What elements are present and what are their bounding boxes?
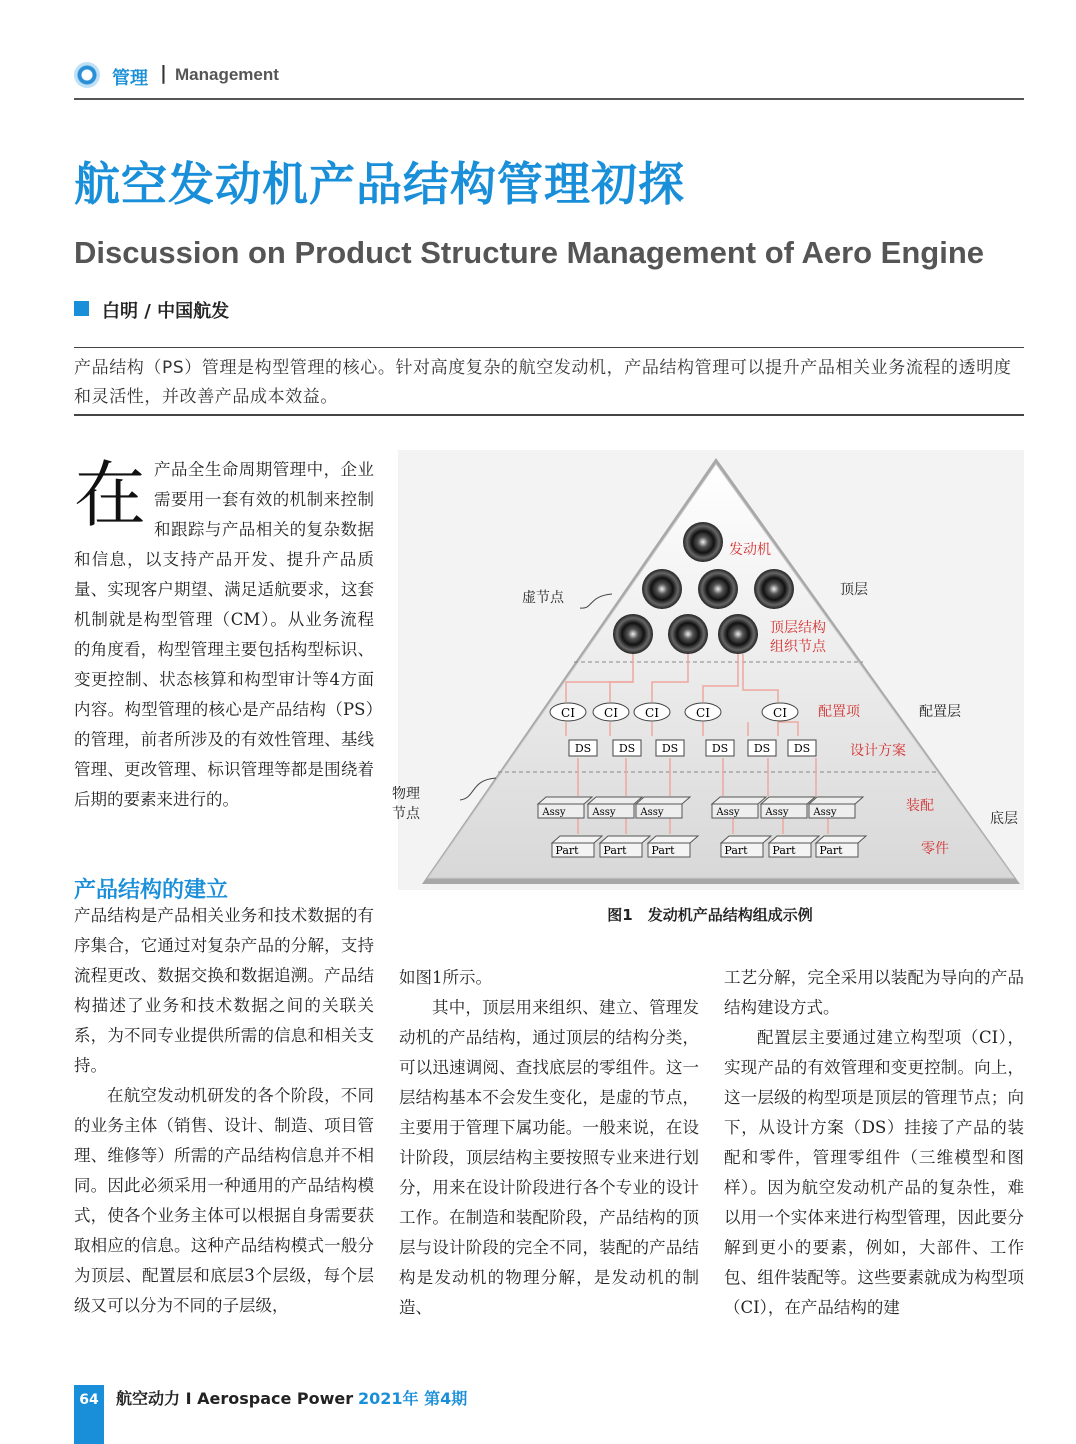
paragraph: 工艺分解，完全采用以装配为导向的产品结构建设方式。: [724, 968, 1024, 1017]
engine-icon: [718, 614, 758, 654]
abstract: 产品结构（PS）管理是构型管理的核心。针对高度复杂的航空发动机，产品结构管理可以提升产品相关业务流程的透明度和灵活性，并改善产品成本效益。: [74, 358, 1012, 407]
paragraph: 其中，顶层用来组织、建立、管理发动机的产品结构，通过顶层的结构分类，可以迅速调阅、查找底层的零组件。这一层结构基本不会发生变化，是虚的节点，主要用于管理下属功能。一般来说，在设计阶段，顶层结构主要按照专业来进行划分，用来在设计阶段进行各个专业的设计工作。在制造和装配阶段，产品结构的顶层与设计阶段的完全不同，装配的产品结构是发动机的物理分解，是发动机的制造、: [399, 998, 699, 1317]
paragraph: 在航空发动机研发的各个阶段，不同的业务主体（销售、设计、制造、项目管理、维修等）所需的产品结构信息并不相同。因此必须采用一种通用的产品结构模式，使各个业务主体可以根据自身需要获取相应的信息。这种产品结构模式一般分为顶层、配置层和底层3个层级，每个层级又可以分为不同的子层级，: [74, 1086, 374, 1315]
column-3-body: [724, 963, 1024, 1323]
ci-label: CI: [604, 706, 618, 720]
label-part: 零件: [921, 841, 949, 857]
assy-label: Assy: [716, 807, 740, 818]
assy-label: Assy: [813, 807, 837, 818]
ds-label: DS: [793, 742, 811, 755]
part-label: Part: [772, 844, 796, 857]
engine-icon: [754, 569, 794, 609]
part-label: Part: [555, 844, 579, 857]
part-label: Part: [651, 844, 675, 857]
column-1-body: [74, 901, 374, 1321]
abstract-bottom-rule: [74, 414, 1024, 416]
engine-icon: [613, 614, 653, 654]
label-physical-node-2: 节点: [392, 806, 420, 822]
article-title-en: Discussion on Product Structure Management of Aero Engine: [74, 235, 985, 270]
part-label: Part: [819, 844, 843, 857]
label-bottom-layer: 底层: [990, 811, 1018, 827]
ds-label: DS: [711, 742, 729, 755]
figure-pyramid-diagram: [392, 450, 1024, 890]
paragraph: 配置层主要通过建立构型项（CI），实现产品的有效管理和变更控制。向上，这一层级的构型项是顶层的管理节点；向下，从设计方案（DS）挂接了产品的装配和零件，管理零组件（三维模型和图样）。因为航空发动机产品的复杂性，难以用一个实体来进行构型管理，因此要分解到更小的要素，例如，大部件、工作包、组件装配等。这些要素就成为构型项（CI），在产品结构的建: [724, 1028, 1024, 1317]
assy-label: Assy: [592, 807, 616, 818]
journal-name: 航空动力 I Aerospace Power: [116, 1389, 354, 1408]
label-design-scheme: 设计方案: [850, 743, 906, 759]
abstract-top-rule: [74, 347, 1024, 348]
intro-text: 产品全生命周期管理中，企业需要用一套有效的机制来控制和跟踪与产品相关的复杂数据和信息，以支持产品开发、提升产品质量、实现客户期望、满足适航要求，这套机制就是构型管理（CM）。从业务流程的角度看，构型管理主要包括构型标识、变更控制、状态核算和构型审计等4方面内容。构型管理的核心是产品结构（PS）的管理，前者所涉及的有效性管理、基线管理、更改管理、标识管理等都是围绕着后期的要素来进行的。: [74, 460, 374, 809]
engine-icon: [668, 614, 708, 654]
section-heading: 产品结构的建立: [74, 878, 229, 903]
paragraph: 产品结构是产品相关业务和技术数据的有序集合，它通过对复杂产品的分解，支持流程更改、数据交换和数据追溯。产品结构描述了业务和技术数据之间的关联关系，为不同专业提供所需的信息和相关支持。: [74, 906, 374, 1075]
column-2-body: [399, 963, 699, 1323]
engine-icon: [683, 522, 723, 562]
ci-label: CI: [561, 706, 575, 720]
author-marker: [74, 301, 89, 316]
label-virtual-node: 虚节点: [522, 590, 564, 606]
ci-label: CI: [645, 706, 659, 720]
section-label-en: Management: [175, 65, 279, 84]
ds-label: DS: [618, 742, 636, 755]
part-label: Part: [603, 844, 627, 857]
paragraph: 如图1所示。: [399, 968, 492, 987]
label-assembly: 装配: [906, 798, 934, 814]
label-engine: 发动机: [729, 542, 771, 558]
label-config-layer: 配置层: [919, 704, 961, 720]
ci-label: CI: [696, 706, 710, 720]
drop-cap: 在: [74, 453, 147, 537]
assy-label: Assy: [542, 807, 566, 818]
engine-icon: [698, 569, 738, 609]
journal-logo-icon: [74, 62, 100, 88]
intro-paragraph: [74, 455, 374, 815]
assy-label: Assy: [640, 807, 664, 818]
author-byline: 白明 / 中国航发: [102, 301, 230, 322]
engine-icon: [642, 569, 682, 609]
part-label: Part: [724, 844, 748, 857]
page-number: 64: [79, 1392, 99, 1408]
ds-label: DS: [661, 742, 679, 755]
label-top-layer: 顶层: [840, 582, 868, 598]
label-top-org-2: 组织节点: [770, 639, 826, 655]
figure-caption: 图1 发动机产品结构组成示例: [607, 906, 813, 924]
section-label-zh: 管理: [112, 68, 148, 89]
section-separator: |: [160, 62, 167, 84]
ds-label: DS: [753, 742, 771, 755]
header-rule: [74, 98, 1024, 100]
ci-label: CI: [773, 706, 787, 720]
label-config-item: 配置项: [818, 704, 860, 720]
ds-label: DS: [574, 742, 592, 755]
label-physical-node-1: 物理: [392, 786, 420, 802]
assy-label: Assy: [765, 807, 789, 818]
issue-label: 2021年 第4期: [358, 1389, 468, 1408]
label-top-org-1: 顶层结构: [770, 620, 826, 636]
article-title-zh: 航空发动机产品结构管理初探: [74, 157, 685, 211]
